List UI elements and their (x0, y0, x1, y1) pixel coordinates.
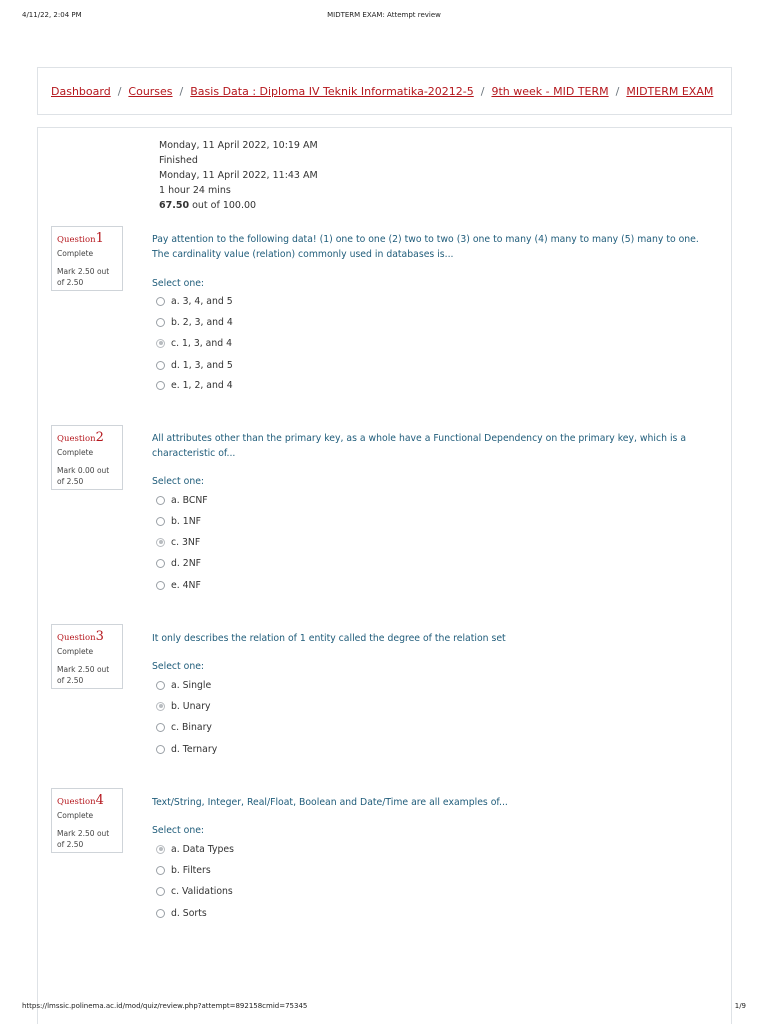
breadcrumb-separator: / (480, 85, 485, 98)
answer-option[interactable] (156, 742, 217, 756)
print-url: https://lmssic.polinema.ac.id/mod/quiz/review.php?attempt=892158cmid=75345 (22, 1002, 308, 1010)
answer-text: d. Sorts (171, 907, 207, 919)
question-info-1 (51, 226, 123, 291)
question-label: Question (57, 633, 96, 643)
question-number-value: 2 (95, 430, 104, 445)
time-taken-value: 1 hour 24 mins (159, 185, 231, 196)
breadcrumb-dashboard[interactable]: Dashboard (51, 85, 111, 98)
question-text-3: It only describes the relation of 1 entity called the degree of the relation set (152, 633, 506, 644)
answer-option[interactable] (156, 336, 232, 350)
answer-option[interactable] (156, 358, 233, 372)
radio-button[interactable] (156, 517, 165, 526)
answer-option[interactable] (156, 514, 201, 528)
completed-on-value: Monday, 11 April 2022, 11:43 AM (159, 170, 318, 181)
radio-button[interactable] (156, 318, 165, 327)
answer-text: e. 1, 2, and 4 (171, 379, 233, 391)
question-mark: Mark 2.50 out of 2.50 (57, 829, 110, 849)
answer-option[interactable] (156, 578, 201, 592)
question-label: Question (57, 235, 96, 245)
print-footer (0, 1002, 768, 1014)
breadcrumb (51, 85, 713, 98)
answer-text: c. 3NF (171, 536, 201, 548)
radio-button[interactable] (156, 681, 165, 690)
question-number (57, 629, 117, 644)
answer-option[interactable] (156, 678, 211, 692)
question-number-value: 3 (95, 629, 104, 644)
answer-option[interactable] (156, 493, 208, 507)
question-text-1: Pay attention to the following data! (1) one to one (2) two to two (3) one to many (4) many to many (5) many to one. The cardinality value (relation) commonly used in databases is... (152, 234, 699, 260)
question-info-2 (51, 425, 123, 490)
radio-button[interactable] (156, 581, 165, 590)
breadcrumb-separator: / (615, 85, 620, 98)
radio-button[interactable] (156, 745, 165, 754)
breadcrumb-course[interactable]: Basis Data : Diploma IV Teknik Informatika-20212-5 (190, 85, 474, 98)
answer-option[interactable] (156, 378, 233, 392)
breadcrumb-separator: / (117, 85, 122, 98)
question-number (57, 231, 117, 246)
print-page-number: 1/9 (734, 1002, 746, 1010)
answer-option[interactable] (156, 906, 207, 920)
question-info-4 (51, 788, 123, 853)
grade-score: 67.50 (159, 200, 190, 211)
answer-option[interactable] (156, 863, 211, 877)
grade-out-of: out of 100.00 (192, 200, 257, 211)
question-number (57, 793, 117, 808)
select-one-label: Select one: (152, 825, 205, 836)
question-text-2: All attributes other than the primary key, as a whole have a Functional Dependency on the primary key, which is a characteristic of... (152, 433, 687, 459)
breadcrumb-container (37, 67, 732, 115)
question-state: Complete (57, 448, 94, 457)
answer-text: b. Filters (171, 864, 211, 876)
breadcrumb-week[interactable]: 9th week - MID TERM (491, 85, 609, 98)
question-mark: Mark 0.00 out of 2.50 (57, 466, 110, 486)
radio-button[interactable] (156, 909, 165, 918)
answer-option[interactable] (156, 315, 233, 329)
question-label: Question (57, 797, 96, 807)
radio-button[interactable] (156, 361, 165, 370)
answer-text: b. Unary (171, 700, 211, 712)
radio-button-selected[interactable] (156, 702, 165, 711)
answer-option[interactable] (156, 884, 233, 898)
started-on-value: Monday, 11 April 2022, 10:19 AM (159, 140, 318, 151)
answer-text: c. 1, 3, and 4 (171, 337, 233, 349)
question-state: Complete (57, 811, 94, 820)
radio-button[interactable] (156, 866, 165, 875)
answer-option[interactable] (156, 294, 233, 308)
radio-button-selected[interactable] (156, 538, 165, 547)
answer-text: d. Ternary (171, 743, 218, 755)
answer-text: a. 3, 4, and 5 (171, 295, 233, 307)
question-state: Complete (57, 249, 94, 258)
radio-button-selected[interactable] (156, 845, 165, 854)
answer-text: d. 1, 3, and 5 (171, 359, 233, 371)
answer-text: d. 2NF (171, 557, 202, 569)
answer-option[interactable] (156, 535, 200, 549)
question-info-3 (51, 624, 123, 689)
answer-text: a. BCNF (171, 494, 208, 506)
answer-text: c. Validations (171, 885, 233, 897)
answer-text: b. 1NF (171, 515, 202, 527)
question-number (57, 430, 117, 445)
answer-text: b. 2, 3, and 4 (171, 316, 233, 328)
answer-text: c. Binary (171, 721, 212, 733)
question-mark: Mark 2.50 out of 2.50 (57, 267, 110, 287)
print-title: MIDTERM EXAM: Attempt review (327, 11, 441, 19)
print-header (0, 9, 768, 21)
radio-button[interactable] (156, 496, 165, 505)
select-one-label: Select one: (152, 661, 205, 672)
radio-button[interactable] (156, 887, 165, 896)
radio-button-selected[interactable] (156, 339, 165, 348)
print-date: 4/11/22, 2:04 PM (22, 11, 82, 19)
question-number-value: 4 (95, 793, 104, 808)
question-mark: Mark 2.50 out of 2.50 (57, 665, 110, 685)
answer-option[interactable] (156, 842, 234, 856)
answer-option[interactable] (156, 556, 201, 570)
question-text-4: Text/String, Integer, Real/Float, Boolean and Date/Time are all examples of... (152, 797, 508, 808)
question-number-value: 1 (95, 231, 104, 246)
answer-text: a. Single (171, 679, 212, 691)
radio-button[interactable] (156, 723, 165, 732)
grade-value (159, 200, 256, 211)
radio-button[interactable] (156, 559, 165, 568)
breadcrumb-courses[interactable]: Courses (128, 85, 173, 98)
breadcrumb-separator: / (179, 85, 184, 98)
radio-button[interactable] (156, 297, 165, 306)
question-state: Complete (57, 647, 94, 656)
breadcrumb-quiz[interactable]: MIDTERM EXAM (626, 85, 714, 98)
select-one-label: Select one: (152, 476, 205, 487)
select-one-label: Select one: (152, 278, 205, 289)
radio-button[interactable] (156, 381, 165, 390)
state-value: Finished (159, 155, 198, 166)
question-label: Question (57, 434, 96, 444)
answer-text: a. Data Types (171, 843, 234, 855)
answer-option[interactable] (156, 720, 212, 734)
answer-text: e. 4NF (171, 579, 201, 591)
answer-option[interactable] (156, 699, 211, 713)
